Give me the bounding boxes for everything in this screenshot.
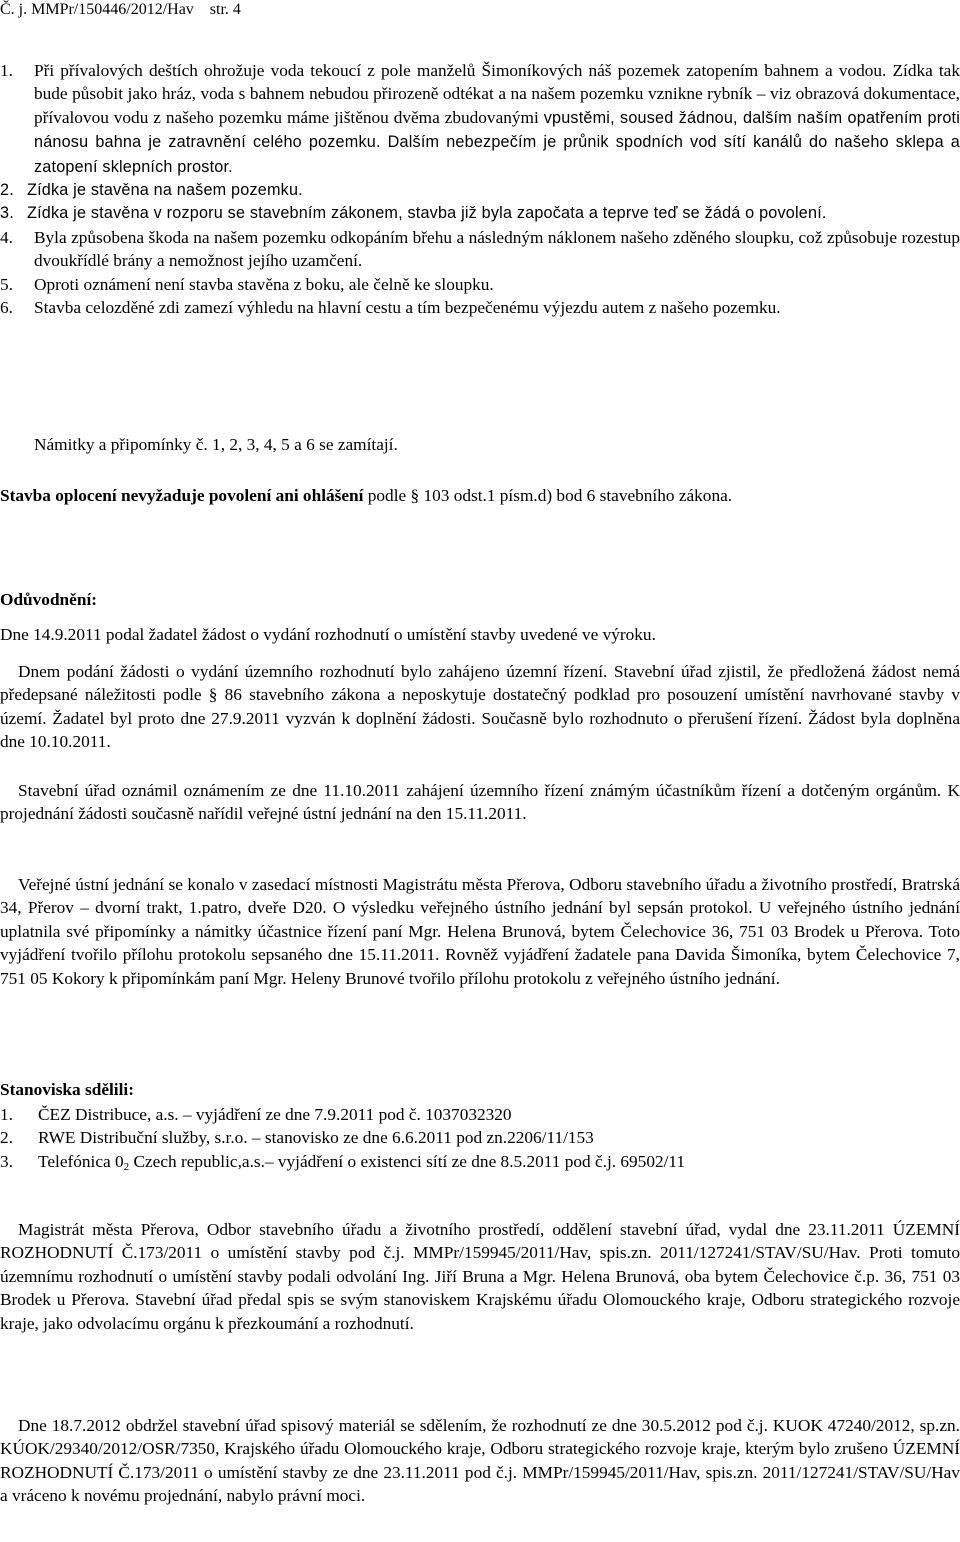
objection-item: 1. Při přívalových deštích ohrožuje voda tekoucí z pole manželů Šimoníkových náš pozemek zatopením bahnem a vodou. Zídka tak bude působit jako hráz, voda s bahnem nebudou přirozeně odtékat a na našem pozemku vznikne rybník – viz obrazová dokumentace, přívalovou vodu z našeho pozemku máme jištěnou dvěma zbudovanými vpustěmi, soused žádnou, dalším naším opatřením proti nánosu bahna je zatravnění celého pozemku. Dalším nebezpečím je průnik spodních vod sítí kanálů do našeho sklepa a zatopení sklepních prostor. [0, 59, 960, 179]
reasoning-paragraph: Dnem podání žádosti o vydání územního rozhodnutí bylo zahájeno územní řízení. Stavební úřad zjistil, že předložená žádost nemá předepsané náležitosti podle § 86 stavebního zákona a neposkytuje dostatečný podklad pro posouzení umístění navrhované stavby v území. Žadatel byl proto dne 27.9.2011 vyzván k doplnění žádosti. Současně bylo rozhodnuto o přerušení řízení. Žádost byla doplněna dne 10.10.2011. [0, 662, 960, 752]
objection-text: Zídka je stavěna na našem pozemku. [27, 181, 303, 200]
statements-title: Stanoviska sdělili: [0, 1080, 134, 1099]
page-header [0, 0, 241, 20]
objection-item: 2. Zídka je stavěna na našem pozemku. [0, 179, 960, 202]
objection-text: Oproti oznámení není stavba stavěna z boku, ale čelně ke sloupku. [34, 274, 494, 294]
statement-item: 1. ČEZ Distribuce, a.s. – vyjádření ze dne 7.9.2011 pod č. 1037032320 [0, 1105, 512, 1124]
rejection-statement: Námitky a připomínky č. 1, 2, 3, 4, 5 a 6 se zamítají. [34, 435, 398, 454]
page-number: str. 4 [209, 1, 241, 18]
objection-item: 6. Stavba celozděné zdi zamezí výhledu na hlavní cestu a tím bezpečenému výjezdu autem z našeho pozemku. [0, 296, 960, 319]
statements-list [0, 1103, 960, 1173]
objection-text: Zídka je stavěna v rozporu se stavebním zákonem, stavba již byla započata a teprve teď se žádá o povolení. [27, 204, 827, 223]
proceedings-paragraph: Magistrát města Přerova, Odbor stavebního úřadu a životního prostředí, oddělení stavební úřad, vydal dne 23.11.2011 ÚZEMNÍ ROZHODNUTÍ Č.173/2011 o umístění stavby pod č.j. MMPr/159945/2011/Hav, spis.zn. 2011/127241/STAV/SU/Hav. Proti tomuto územnímu rozhodnutí o umístění stavby podali odvolání Ing. Jiří Bruna a Mgr. Helena Brunová, oba bytem Čelechovice č.p. 36, 751 03 Brodek u Přerova. Stavební úřad předal spis se svým stanoviskem Krajskému úřadu Olomouckého kraje, Odboru strategického rozvoje kraje, jako odvolacímu orgánu k přezkoumání a rozhodnutí. [0, 1220, 960, 1333]
objection-item: 4. Byla způsobena škoda na našem pozemku odkopáním břehu a následným náklonem našeho zděného sloupku, což způsobuje rozestup dvoukřídlé brány a nemožnost jejího uzamčení. [0, 226, 960, 273]
objection-text: Stavba celozděné zdi zamezí výhledu na hlavní cestu a tím bezpečenému výjezdu autem z našeho pozemku. [34, 298, 781, 318]
objection-text: Při přívalových deštích ohrožuje voda tekoucí z pole manželů Šimoníkových náš pozemek zatopením bahnem a vodou. Zídka tak bude působit jako hráz, voda s bahnem nebudou přirozeně odtékat a na našem pozemku vznikne rybník – viz obrazová dokumentace, přívalovou vodu z našeho pozemku máme jištěnou dvěma zbudovanými vpustěmi, soused žádnou, dalším naším opatřením proti nánosu bahna je zatravnění celého pozemku. Dalším nebezpečím je průnik spodních vod sítí kanálů do našeho sklepa a zatopení sklepních prostor. [34, 61, 960, 176]
proceedings-paragraph: Dne 18.7.2012 obdržel stavební úřad spisový materiál se sdělením, že rozhodnutí ze dne 30.5.2012 pod č.j. KUOK 47240/2012, sp.zn. KÚOK/29340/2012/OSR/7350, Krajského úřadu Olomouckého kraje, Odboru strategického rozvoje kraje, kterým bylo zrušeno ÚZEMNÍ ROZHODNUTÍ Č.173/2011 o umístění stavby ze dne 23.11.2011 pod č.j. MMPr/159945/2011/Hav, spis.zn. 2011/127241/STAV/SU/Hav a vráceno k novému projednání, nabylo právní moci. [0, 1416, 960, 1506]
objections-list [0, 59, 960, 319]
decision-statement: Stavba oplocení nevyžaduje povolení ani ohlášení podle § 103 odst.1 písm.d) bod 6 stavebního zákona. [0, 486, 733, 505]
objection-text: Byla způsobena škoda na našem pozemku odkopáním břehu a následným náklonem našeho zděného sloupku, což způsobuje rozestup dvoukřídlé brány a nemožnost jejího uzamčení. [34, 227, 960, 271]
reasoning-paragraph: Stavební úřad oznámil oznámením ze dne 11.10.2011 zahájení územního řízení známým účastníkům řízení a dotčeným orgánům. K projednání žádosti současně nařídil veřejné ústní jednání na den 15.11.2011. [0, 781, 960, 824]
reference-number: Č. j. MMPr/150446/2012/Hav [0, 1, 194, 18]
reasoning-paragraph: Dne 14.9.2011 podal žadatel žádost o vydání rozhodnutí o umístění stavby uvedené ve výroku. [0, 625, 656, 644]
reasoning-paragraph: Veřejné ústní jednání se konalo v zasedací místnosti Magistrátu města Přerova, Odboru stavebního úřadu a životního prostředí, Bratrská 34, Přerov – dvorní trakt, 1.patro, dveře D20. O výsledku veřejného ústního jednání byl sepsán protokol. U veřejného ústního jednání uplatnila své připomínky a námitky účastnice řízení paní Mgr. Helena Brunová, bytem Čelechovice 36, 751 03 Brodek u Přerova. Toto vyjádření tvořilo přílohu protokolu sepsaného dne 15.11.2011. Rovněž vyjádření žadatele pana Davida Šimoníka, bytem Čelechovice 7, 751 05 Kokory k připomínkám paní Mgr. Heleny Brunové tvořilo přílohu protokolu z veřejného ústního jednání. [0, 875, 960, 988]
objection-item: 3. Zídka je stavěna v rozporu se stavebním zákonem, stavba již byla započata a teprve teď se žádá o povolení. [0, 202, 960, 225]
objection-item: 5. Oproti oznámení není stavba stavěna z boku, ale čelně ke sloupku. [0, 273, 960, 296]
reasoning-title: Odůvodnění: [0, 590, 98, 609]
statement-item: 3. Telefónica $0_2$ Czech republic,a.s.– vyjádření o existenci sítí ze dne 8.5.2011 pod č.j. 69502/11 [0, 1151, 686, 1173]
statement-item: 2. RWE Distribuční služby, s.r.o. – stanovisko ze dne 6.6.2011 pod zn.2206/11/153 [0, 1128, 594, 1148]
